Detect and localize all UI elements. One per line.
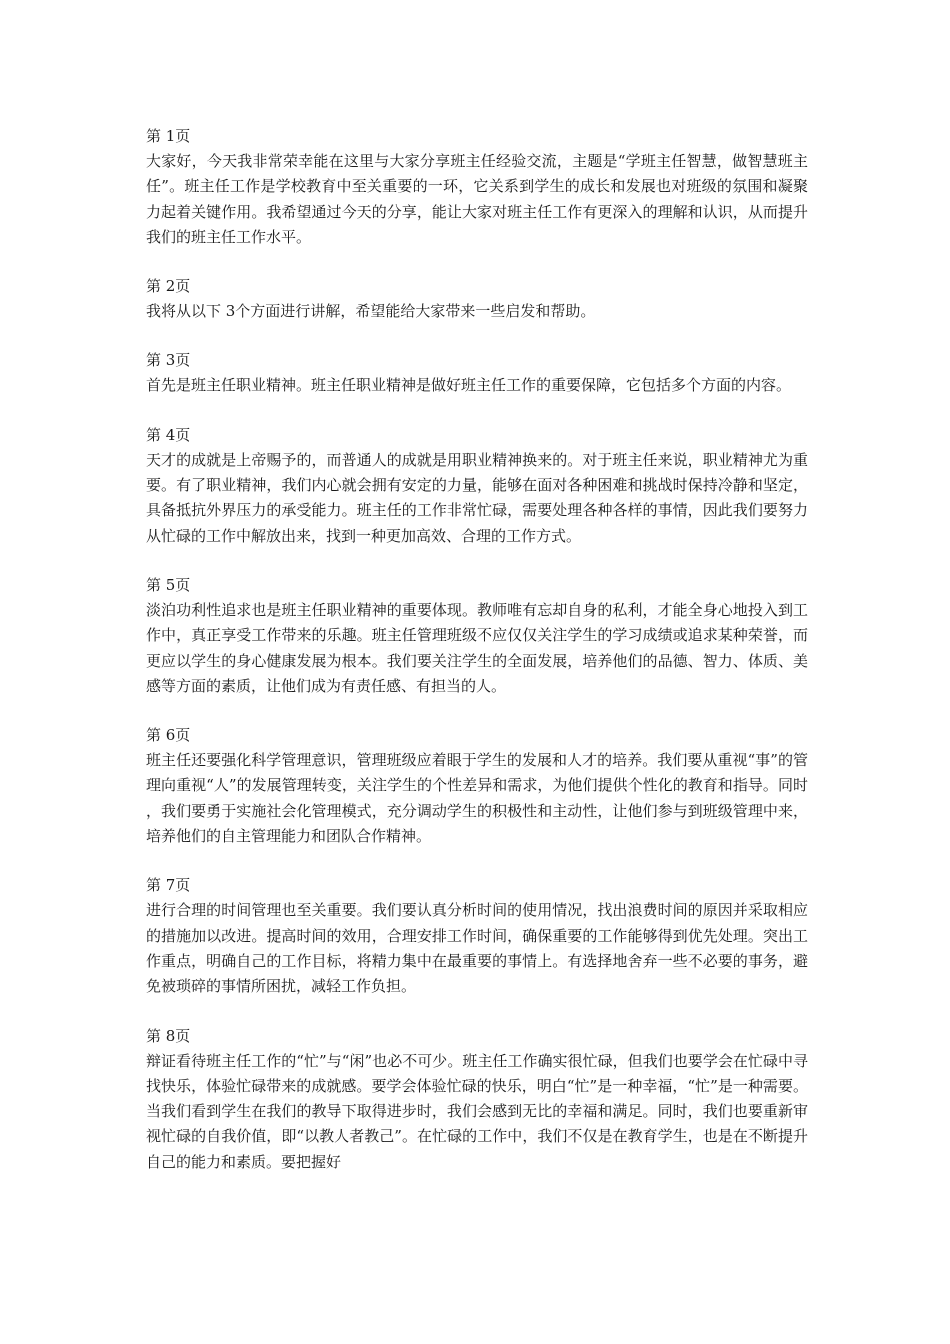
page-section-1 xyxy=(146,124,808,250)
page-section-2 xyxy=(146,274,808,324)
page-section-7 xyxy=(146,873,808,999)
page-section-3 xyxy=(146,348,808,398)
section-paragraph: 班主任还要强化科学管理意识，管理班级应着眼于学生的发展和人才的培养。我们要从重视“事”的管理向重视“人”的发展管理转变，关注学生的个性差异和需求，为他们提供个性化的教育和指导。同时，我们要勇于实施社会化管理模式，充分调动学生的积极性和主动性，让他们参与到班级管理中来，培养他们的自主管理能力和团队合作精神。 xyxy=(146,751,808,846)
page-section-6 xyxy=(146,723,808,849)
section-heading: 第 7页 xyxy=(146,876,191,895)
section-heading: 第 6页 xyxy=(146,726,191,745)
document-page xyxy=(146,124,808,1199)
section-heading: 第 3页 xyxy=(146,351,191,370)
section-paragraph: 进行合理的时间管理也至关重要。我们要认真分析时间的使用情况，找出浪费时间的原因并采取相应的措施加以改进。提高时间的效用，合理安排工作时间，确保重要的工作能够得到优先处理。突出工作重点，明确自己的工作目标，将精力集中在最重要的事情上。有选择地舍弃一些不必要的事务，避免被琐碎的事情所困扰，减轻工作负担。 xyxy=(146,901,808,996)
section-paragraph: 辩证看待班主任工作的“忙”与“闲”也必不可少。班主任工作确实很忙碌，但我们也要学会在忙碌中寻找快乐，体验忙碌带来的成就感。要学会体验忙碌的快乐，明白“忙”是一种幸福，“忙”是一种需要。当我们看到学生在我们的教导下取得进步时，我们会感到无比的幸福和满足。同时，我们也要重新审视忙碌的自我价值，即“以教人者教己”。在忙碌的工作中，我们不仅是在教育学生，也是在不断提升自己的能力和素质。要把握好 xyxy=(146,1051,808,1171)
section-paragraph: 天才的成就是上帝赐予的，而普通人的成就是用职业精神换来的。对于班主任来说，职业精神尤为重要。有了职业精神，我们内心就会拥有安定的力量，能够在面对各种困难和挑战时保持冷静和坚定，具备抵抗外界压力的承受能力。班主任的工作非常忙碌，需要处理各种各样的事情，因此我们要努力从忙碌的工作中解放出来，找到一种更加高效、合理的工作方式。 xyxy=(146,450,808,545)
section-heading: 第 8页 xyxy=(146,1026,191,1045)
section-heading: 第 4页 xyxy=(146,425,191,444)
section-heading: 第 5页 xyxy=(146,575,191,594)
section-paragraph: 首先是班主任职业精神。班主任职业精神是做好班主任工作的重要保障，它包括多个方面的内容。 xyxy=(146,376,792,395)
section-heading: 第 2页 xyxy=(146,277,191,296)
page-section-8 xyxy=(146,1024,808,1175)
page-section-5 xyxy=(146,573,808,699)
section-paragraph: 淡泊功利性追求也是班主任职业精神的重要体现。教师唯有忘却自身的私利，才能全身心地投入到工作中，真正享受工作带来的乐趣。班主任管理班级不应仅仅关注学生的学习成绩或追求某种荣誉，而更应以学生的身心健康发展为根本。我们要关注学生的全面发展，培养他们的品德、智力、体质、美感等方面的素质，让他们成为有责任感、有担当的人。 xyxy=(146,600,808,695)
section-paragraph: 大家好，今天我非常荣幸能在这里与大家分享班主任经验交流，主题是“学班主任智慧，做智慧班主任”。班主任工作是学校教育中至关重要的一环，它关系到学生的成长和发展也对班级的氛围和凝聚力起着关键作用。我希望通过今天的分享，能让大家对班主任工作有更深入的理解和认识，从而提升我们的班主任工作水平。 xyxy=(146,152,808,246)
section-heading: 第 1页 xyxy=(146,127,191,145)
page-section-4 xyxy=(146,423,808,549)
section-paragraph: 我将从以下 3个方面进行讲解，希望能给大家带来一些启发和帮助。 xyxy=(146,302,596,321)
